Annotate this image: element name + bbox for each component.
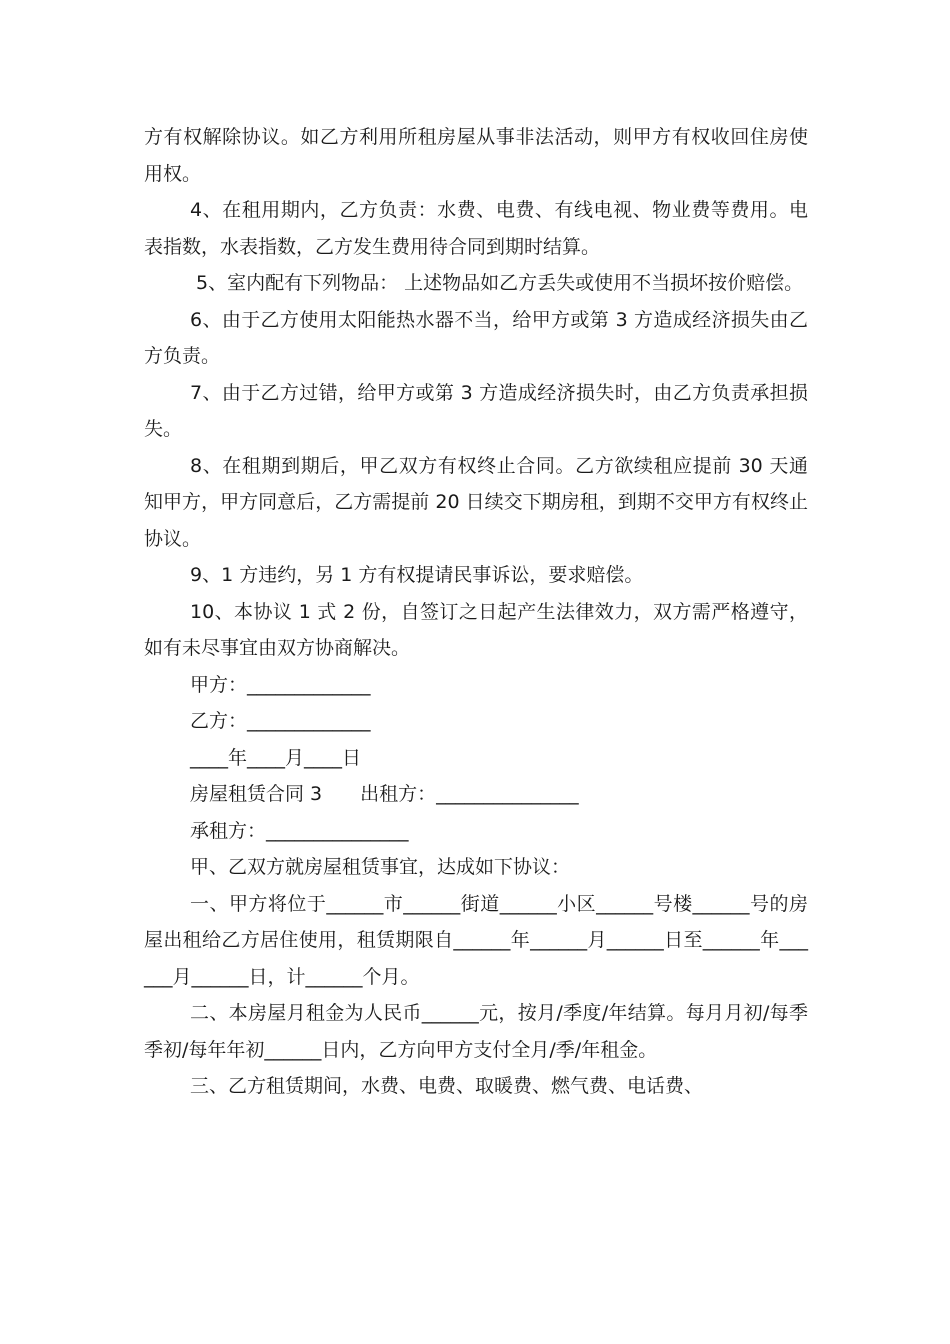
paragraph-clause-5: 5、室内配有下列物品： 上述物品如乙方丢失或使用不当损坏按价赔偿。 bbox=[196, 272, 804, 294]
paragraph-clause-7: 7、由于乙方过错，给甲方或第 3 方造成经济损失时，由乙方负责承担损失。 bbox=[144, 381, 808, 440]
article-1-location-term: 一、甲方将位于______市______街道______小区______号楼______号的房屋出租给乙方居住使用，租赁期限自______年______月______日至______年______月______日，计______个月。 bbox=[144, 892, 808, 988]
date-line: ____年____月____日 bbox=[190, 746, 362, 769]
document-body bbox=[144, 119, 808, 1105]
article-2-rent: 二、本房屋月租金为人民币______元，按月/季度/年结算。每月月初/每季季初/每年年初______日内，乙方向甲方支付全月/季/年租金。 bbox=[144, 1002, 808, 1061]
paragraph-clause-6: 6、由于乙方使用太阳能热水器不当，给甲方或第 3 方造成经济损失由乙方负责。 bbox=[144, 308, 808, 367]
contract-3-title-lessor-line: 房屋租赁合同 3 出租方：_______________ bbox=[190, 783, 579, 805]
lessee-line: 承租方：_______________ bbox=[190, 819, 409, 842]
party-a-signature-line: 甲方：_____________ bbox=[190, 673, 371, 696]
party-b-signature-line: 乙方：_____________ bbox=[190, 710, 371, 732]
article-3-fees: 三、乙方租赁期间，水费、电费、取暖费、燃气费、电话费、 bbox=[190, 1075, 704, 1097]
agreement-intro: 甲、乙双方就房屋租赁事宜，达成如下协议： bbox=[190, 856, 571, 878]
paragraph-clause-4: 4、在租用期内，乙方负责：水费、电费、有线电视、物业费等费用。电表指数，水表指数，乙方发生费用待合同到期时结算。 bbox=[144, 199, 808, 258]
paragraph-clause-10: 10、本协议 1 式 2 份，自签订之日起产生法律效力，双方需严格遵守，如有未尽事宜由双方协商解决。 bbox=[144, 600, 808, 659]
paragraph-termination-clause: 方有权解除协议。如乙方利用所租房屋从事非法活动，则甲方有权收回住房使用权。 bbox=[144, 126, 808, 185]
paragraph-clause-9: 9、1 方违约，另 1 方有权提请民事诉讼，要求赔偿。 bbox=[190, 564, 644, 586]
paragraph-clause-8: 8、在租期到期后，甲乙双方有权终止合同。乙方欲续租应提前 30 天通知甲方，甲方同意后，乙方需提前 20 日续交下期房租，到期不交甲方有权终止协议。 bbox=[144, 454, 808, 550]
